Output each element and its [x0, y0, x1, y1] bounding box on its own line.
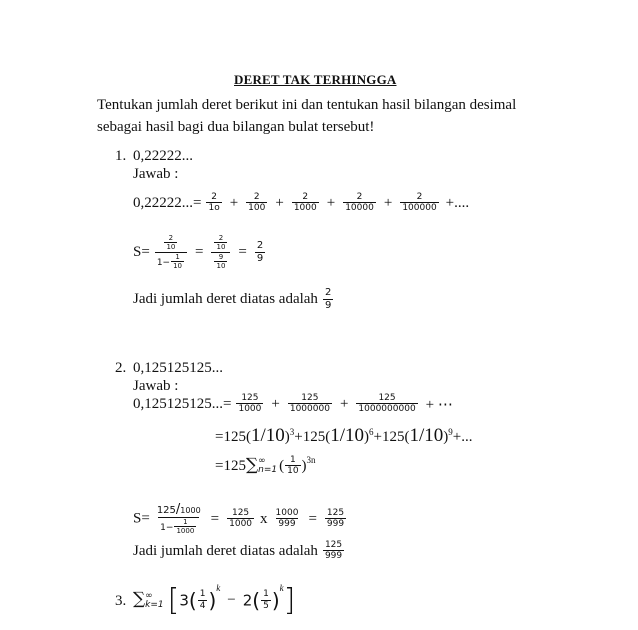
- compound-fraction: 125/1000 1− $\frac{1}{1000}$: [156, 502, 201, 535]
- equals-sign: =: [195, 244, 204, 261]
- term-fraction: $\frac{125}{1000000000}$: [358, 393, 416, 415]
- equals-sign: =: [308, 510, 317, 527]
- fraction: $\frac{125}{1000}$: [229, 507, 253, 530]
- problem-2-number: 2.: [115, 360, 127, 376]
- series-lhs: 0,22222...=: [133, 194, 202, 211]
- plus-sign: +: [271, 395, 280, 412]
- plus-sign: +: [339, 395, 349, 412]
- sum-label: S=: [133, 244, 150, 261]
- term-fraction: $\frac{2}{100}$: [248, 192, 266, 214]
- intro-line-2: sebagai hasil bagi dua bilangan bulat tersebut!: [97, 119, 375, 135]
- problem-2-sigma-form: =125∑ ∞ n=1 ( $\frac{1}{10}$ )$^{3n}$: [215, 454, 316, 477]
- plus-sign: +: [383, 194, 393, 211]
- result-fraction: $\frac{125}{999}$: [326, 507, 345, 530]
- term-fraction: $\frac{2}{1o}$: [208, 192, 220, 214]
- problem-1-jawab: Jawab :: [133, 166, 179, 182]
- equals-sign: =: [210, 510, 220, 527]
- times-sign: x: [260, 510, 268, 527]
- problem-2-power-expansion: $=125(1/10)^3+125(1/10)^6+125(1/10)^9+$...: [215, 425, 473, 446]
- equals-sign: =: [238, 244, 247, 261]
- problem-3-expression: ∑ ∞ k=1 [3( $\frac{1}{4}$ )$^k$ − 2( $\frac{1}{5}$ )$^k$]: [133, 583, 296, 618]
- series-tail: +....: [445, 194, 470, 211]
- conclusion-fraction: $\frac{125}{999}$: [324, 540, 343, 562]
- problem-2-sum-formula: [133, 503, 347, 535]
- term-fraction: $\frac{125}{1000}$: [238, 393, 262, 415]
- term-fraction: $\frac{2}{1000}$: [293, 192, 317, 214]
- sigma-icon: ∑: [133, 589, 146, 610]
- problem-2-series-equation: [133, 394, 456, 415]
- compound-fraction: $\frac{2}{10}$ 1− $\frac{1}{10}$: [155, 235, 187, 270]
- term-fraction: $\frac{2}{10000}$: [345, 192, 374, 214]
- result-fraction: $\frac{2}{9}$: [256, 240, 264, 264]
- problem-1-value: 0,22222...: [133, 148, 193, 164]
- plus-sign: +: [275, 194, 284, 211]
- plus-sign: +: [326, 194, 336, 211]
- fraction: $\frac{1000}{999}$: [275, 507, 299, 530]
- series-lhs: 0,125125125...=: [133, 395, 232, 412]
- problem-2-conclusion: Jadi jumlah deret diatas adalah $\frac{125}{999}$: [133, 540, 343, 562]
- problem-1-series-equation: [133, 193, 472, 214]
- term-fraction: $\frac{2}{100000}$: [402, 192, 437, 214]
- intro-line-1: Tentukan jumlah deret berikut ini dan tentukan hasil bilangan desimal: [97, 97, 517, 113]
- page-title: DERET TAK TERHINGGA: [234, 72, 397, 87]
- compound-fraction: $\frac{\frac{2}{10}}{\frac{9}{10}}$: [211, 235, 230, 270]
- term-fraction: $\frac{125}{1000000}$: [289, 393, 330, 415]
- conclusion-fraction: $\frac{2}{9}$: [324, 287, 332, 311]
- series-tail: + ⋯: [425, 396, 453, 413]
- sum-label: S=: [133, 510, 150, 527]
- sigma-icon: ∑: [245, 455, 259, 475]
- problem-3-number: 3.: [115, 593, 127, 609]
- problem-2-value: 0,125125125...: [133, 360, 223, 376]
- problem-1-sum-formula: [133, 235, 266, 270]
- problem-2-jawab: Jawab :: [133, 378, 179, 394]
- problem-1-conclusion: Jadi jumlah deret diatas adalah $\frac{2}{9}$: [133, 287, 332, 311]
- problem-1-number: 1.: [115, 148, 127, 164]
- plus-sign: +: [229, 194, 239, 211]
